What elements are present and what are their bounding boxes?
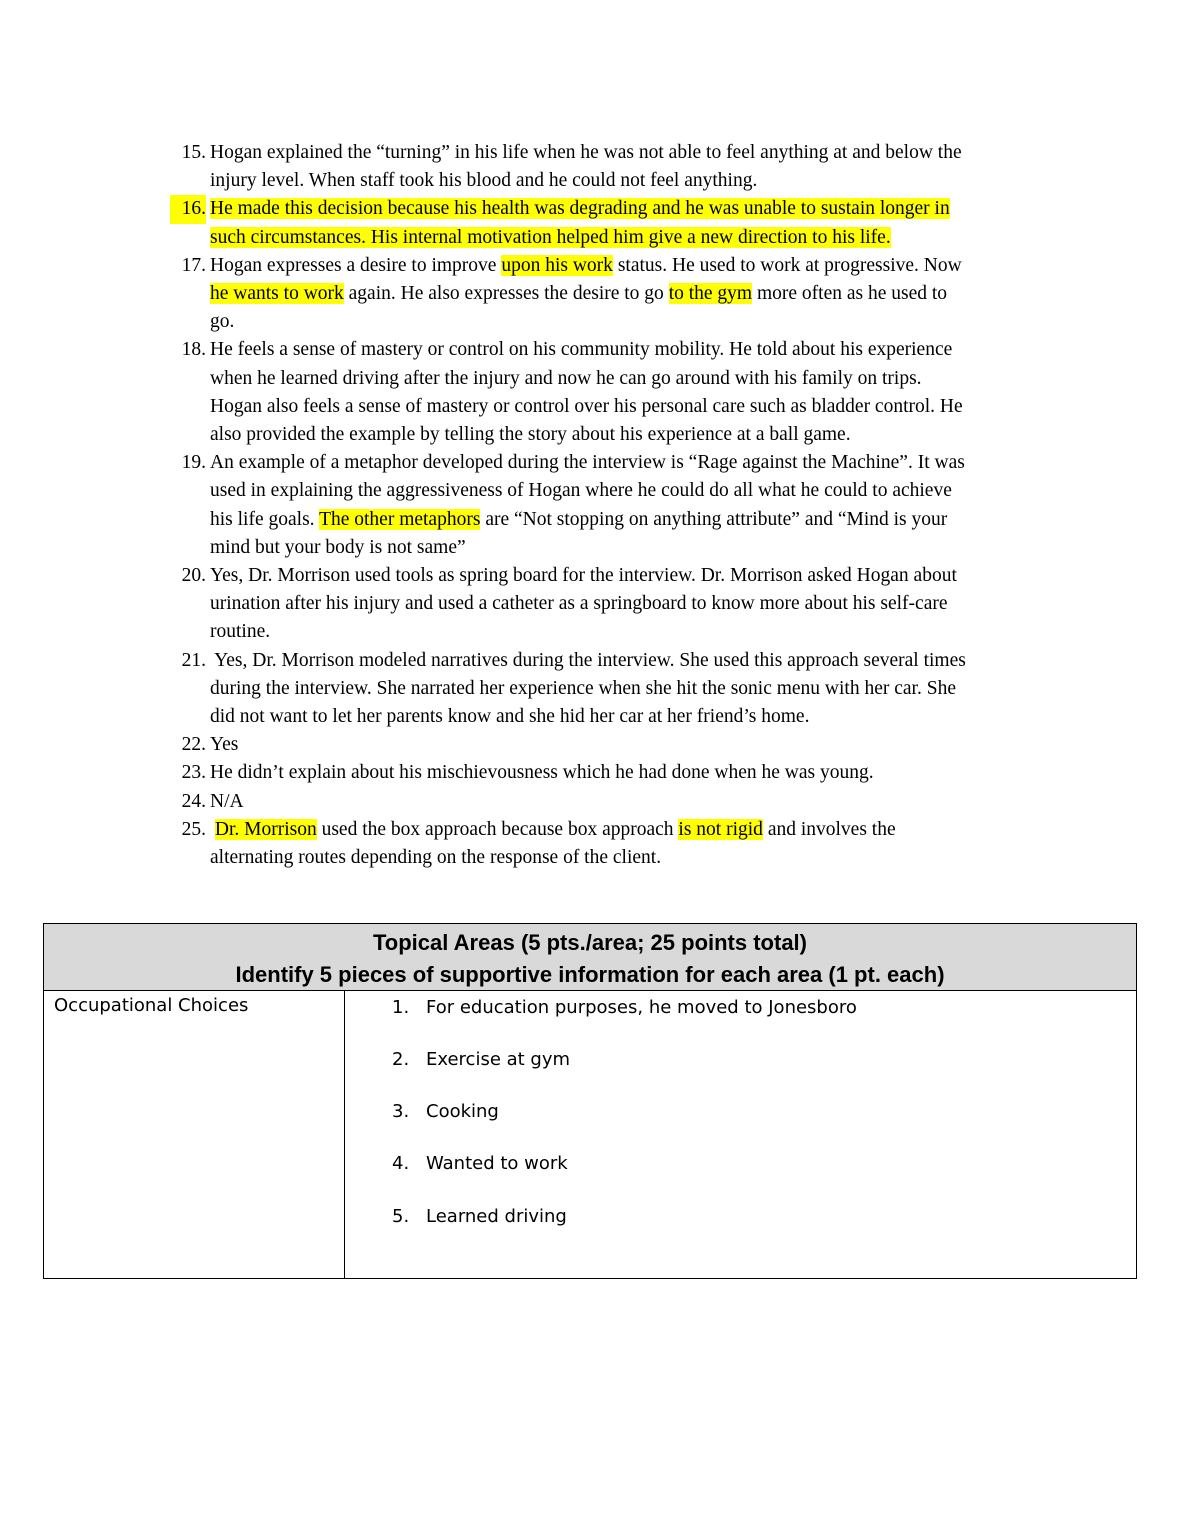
highlighted-text: Dr. Morrison (214, 818, 317, 840)
answer-number: 15. (181, 142, 206, 163)
answer-line (210, 224, 1050, 252)
topical-areas-table (43, 923, 1137, 1279)
answer-line (210, 675, 1050, 703)
answer-line (210, 618, 1050, 646)
answer-line (210, 449, 1050, 477)
answer-line (210, 280, 1050, 308)
answer-item (170, 449, 1050, 562)
answer-number: 18. (181, 339, 206, 361)
answer-line (210, 647, 1050, 675)
answer-line (210, 759, 1050, 787)
answer-text: again. He also expresses the desire to go (343, 283, 669, 305)
answer-number: 20. (181, 565, 206, 587)
answer-text: N/A (210, 790, 244, 812)
answer-line (210, 562, 1050, 590)
answer-line (210, 477, 1050, 505)
category-cell: Occupational Choices (44, 991, 345, 1278)
highlighted-text: to the gym (668, 283, 753, 305)
item-number: 2. (392, 1049, 410, 1070)
answer-text: go. (210, 311, 235, 333)
answer-line (210, 788, 1050, 816)
answer-item (170, 336, 1050, 449)
supporting-item (392, 1101, 499, 1122)
answer-text: He feels a sense of mastery or control on his community mobility. He told about his experience (210, 339, 953, 361)
answer-text: injury level. When staff took his blood and he could not feel anything. (210, 170, 758, 192)
answer-item (170, 647, 1050, 732)
answer-text: alternating routes depending on the response of the client. (210, 847, 662, 869)
answer-text: did not want to let her parents know and she hid her car at her friend’s home. (210, 706, 810, 728)
answer-list (170, 139, 1050, 872)
answer-item (170, 759, 1050, 787)
answer-item (170, 252, 1050, 337)
answer-number: 21. (181, 649, 206, 671)
supporting-info-list (346, 991, 1136, 1278)
supporting-item (392, 1153, 568, 1174)
answer-text: Hogan also feels a sense of mastery or control over his personal care such as bladder control. He (210, 395, 963, 417)
answer-line (210, 139, 1050, 167)
answer-number: 25. (181, 818, 206, 840)
answer-number: 24. (181, 790, 206, 812)
answer-number: 22. (181, 734, 206, 756)
answer-text: Hogan explained the “turning” in his life when he was not able to feel anything at and below the (210, 142, 962, 163)
table-subtitle: Identify 5 pieces of supportive information for each area (1 pt. each) (235, 962, 945, 987)
answer-line (210, 195, 1050, 223)
answer-text: his life goals. (210, 508, 320, 530)
answer-line (210, 308, 1050, 336)
supporting-item (392, 1206, 567, 1227)
item-text: Learned driving (426, 1206, 567, 1227)
item-text: For education purposes, he moved to Jonesboro (426, 997, 857, 1018)
highlighted-text: upon his work (501, 254, 613, 276)
answer-line (210, 252, 1050, 280)
answer-text: used in explaining the aggressiveness of Hogan where he could do all what he could to achieve (210, 480, 952, 502)
answer-text: during the interview. She narrated her experience when she hit the sonic menu with her car. She (210, 677, 956, 699)
item-number: 3. (392, 1101, 410, 1122)
answer-line (210, 336, 1050, 364)
answer-item (170, 731, 1050, 759)
answer-line (210, 844, 1050, 872)
answer-text: when he learned driving after the injury and now he can go around with his family on trips. (210, 367, 922, 389)
answer-text: Hogan expresses a desire to improve (210, 254, 502, 276)
answer-text: An example of a metaphor developed during the interview is “Rage against the Machine”. It was (210, 452, 965, 474)
answer-item (170, 562, 1050, 647)
item-text: Exercise at gym (426, 1049, 571, 1070)
answer-item (170, 139, 1050, 195)
supporting-item (392, 1049, 571, 1070)
answer-item (170, 816, 1050, 872)
answer-text: Yes, Dr. Morrison modeled narratives during the interview. She used this approach several times (210, 649, 966, 671)
item-number: 5. (392, 1206, 410, 1227)
answer-text: urination after his injury and used a catheter as a springboard to know more about his self-care (210, 593, 948, 615)
answer-text: Yes (210, 734, 239, 756)
table-title: Topical Areas (5 pts./area; 25 points total) (373, 930, 807, 955)
answer-line (210, 590, 1050, 618)
answer-item (170, 788, 1050, 816)
item-text: Wanted to work (426, 1153, 568, 1174)
answer-number: 16. (170, 195, 206, 223)
answer-text: used the box approach because box approach (316, 818, 679, 840)
highlighted-text: such circumstances. His internal motivation helped him give a new direction to his life. (210, 226, 891, 248)
highlighted-text: He made this decision because his health was degrading and he was unable to sustain longer in (210, 198, 950, 220)
answer-item (170, 195, 1050, 251)
answer-number: 19. (181, 452, 206, 474)
item-text: Cooking (426, 1101, 499, 1122)
answer-line (210, 506, 1050, 534)
answer-line (210, 703, 1050, 731)
answer-text: also provided the example by telling the story about his experience at a ball game. (210, 424, 851, 446)
answer-line (210, 816, 1050, 844)
answer-line (210, 365, 1050, 393)
answer-line (210, 731, 1050, 759)
item-number: 4. (392, 1153, 410, 1174)
highlighted-text: is not rigid (678, 818, 763, 840)
answer-line (210, 393, 1050, 421)
highlighted-text: The other metaphors (319, 508, 481, 530)
answer-text: routine. (210, 621, 271, 643)
answer-text: Yes, Dr. Morrison used tools as spring board for the interview. Dr. Morrison asked Hogan about (210, 565, 957, 587)
answer-line (210, 421, 1050, 449)
answer-text: more often as he used to (752, 283, 948, 305)
answer-text: and involves the (762, 818, 896, 840)
answer-text: He didn’t explain about his mischievousness which he had done when he was young. (210, 762, 874, 784)
answer-text: are “Not stopping on anything attribute” and “Mind is your (480, 508, 948, 530)
answer-text: mind but your body is not same” (210, 536, 466, 558)
answer-number: 23. (181, 762, 206, 784)
highlighted-text: he wants to work (210, 283, 344, 305)
answer-line (210, 167, 1050, 195)
supporting-item (392, 997, 857, 1018)
answer-line (210, 534, 1050, 562)
table-header (44, 924, 1136, 991)
item-number: 1. (392, 997, 410, 1018)
answer-number: 17. (181, 254, 206, 276)
table-row (44, 991, 1136, 1278)
answer-text: status. He used to work at progressive. Now (612, 254, 962, 276)
